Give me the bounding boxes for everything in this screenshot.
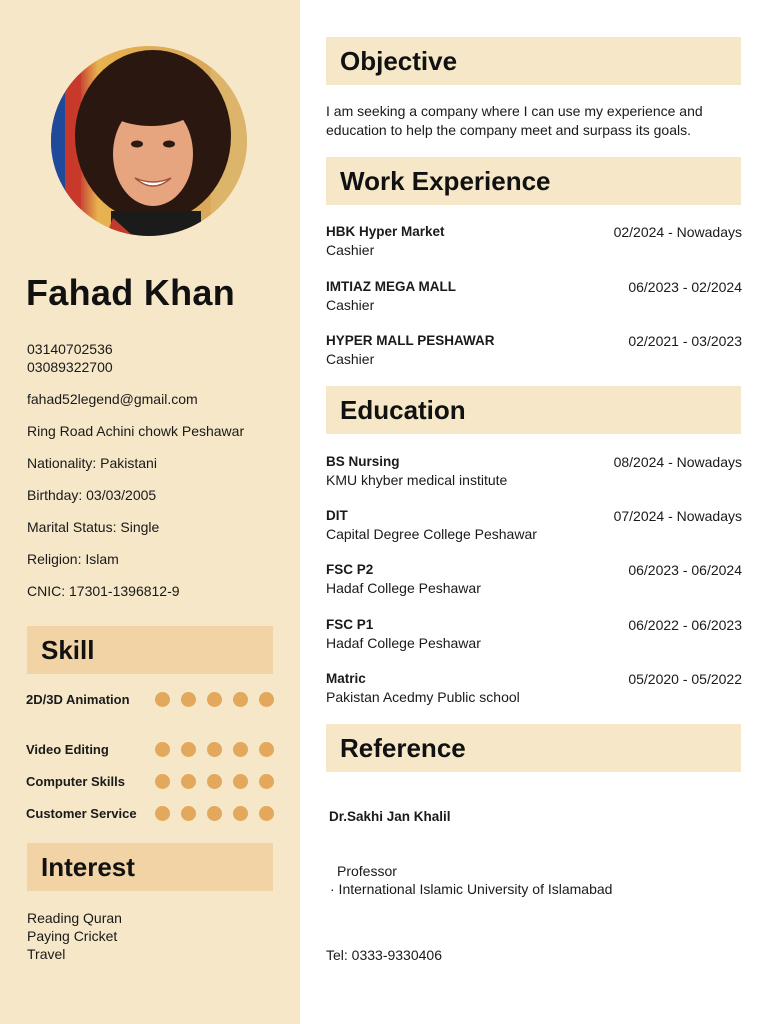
birthday: Birthday: 03/03/2005: [27, 487, 157, 503]
rating-dot: [207, 774, 222, 789]
degree-name: FSC P2: [326, 562, 374, 577]
education-entry: [326, 561, 742, 597]
skill-heading: Skill: [27, 626, 273, 674]
phone-secondary: 03089322700: [27, 359, 113, 375]
objective-text: I am seeking a company where I can use my experience and education to help the company meet and surpass its goals.: [326, 103, 703, 138]
education-date: 08/2024 - Nowadays: [613, 454, 742, 470]
cnic: CNIC: 17301-1396812-9: [27, 583, 180, 599]
skill-rating: [155, 692, 274, 707]
company-name: HBK Hyper Market: [326, 224, 445, 239]
education-date: 07/2024 - Nowadays: [613, 508, 742, 524]
reference-role: Professor: [337, 863, 397, 879]
skill-row: [26, 804, 274, 822]
rating-dot: [207, 742, 222, 757]
skill-rating: [155, 806, 274, 821]
reference-organization: · International Islamic University of Islamabad: [330, 881, 613, 897]
candidate-name: Fahad Khan: [26, 272, 236, 313]
skill-name: Video Editing: [26, 741, 109, 757]
school-name: Hadaf College Peshawar: [326, 580, 481, 596]
rating-dot: [181, 742, 196, 757]
skill-rating: [155, 774, 274, 789]
skill-row: [26, 740, 274, 758]
work-date: 06/2023 - 02/2024: [628, 279, 742, 295]
work-entry: [326, 223, 742, 259]
rating-dot: [207, 692, 222, 707]
rating-dot: [207, 806, 222, 821]
school-name: Hadaf College Peshawar: [326, 635, 481, 651]
skill-name: Customer Service: [26, 805, 137, 821]
reference-name: Dr.Sakhi Jan Khalil: [329, 809, 451, 824]
reference-phone: Tel: 0333-9330406: [326, 947, 442, 963]
skill-row: [26, 772, 274, 790]
rating-dot: [233, 692, 248, 707]
education-date: 06/2022 - 06/2023: [628, 617, 742, 633]
rating-dot: [155, 806, 170, 821]
nationality: Nationality: Pakistani: [27, 455, 157, 471]
education-entry: [326, 616, 742, 652]
objective-heading: Objective: [326, 37, 741, 85]
skill-name: 2D/3D Animation: [26, 691, 130, 707]
marital-status: Marital Status: Single: [27, 519, 160, 535]
rating-dot: [233, 774, 248, 789]
work-heading: Work Experience: [326, 157, 741, 205]
school-name: Capital Degree College Peshawar: [326, 526, 537, 542]
rating-dot: [259, 774, 274, 789]
interest-list: [27, 909, 122, 963]
religion: Religion: Islam: [27, 551, 119, 567]
interest-item: Reading Quran: [27, 910, 122, 926]
degree-name: Matric: [326, 671, 366, 686]
interest-item: Travel: [27, 946, 66, 962]
rating-dot: [259, 692, 274, 707]
email: fahad52legend@gmail.com: [27, 391, 198, 407]
education-date: 06/2023 - 06/2024: [628, 562, 742, 578]
work-date: 02/2021 - 03/2023: [628, 333, 742, 349]
school-name: KMU khyber medical institute: [326, 472, 508, 488]
rating-dot: [259, 742, 274, 757]
skill-rating: [155, 742, 274, 757]
degree-name: BS Nursing: [326, 454, 400, 469]
interest-item: Paying Cricket: [27, 928, 118, 944]
job-role: Cashier: [326, 351, 375, 367]
rating-dot: [233, 742, 248, 757]
interest-heading: Interest: [27, 843, 273, 891]
rating-dot: [259, 806, 274, 821]
degree-name: DIT: [326, 508, 348, 523]
education-entry: [326, 453, 742, 489]
job-role: Cashier: [326, 242, 375, 258]
company-name: HYPER MALL PESHAWAR: [326, 333, 495, 348]
education-entry: [326, 507, 742, 543]
education-heading: Education: [326, 386, 741, 434]
skill-row: [26, 690, 274, 708]
education-entry: [326, 670, 742, 706]
rating-dot: [181, 774, 196, 789]
job-role: Cashier: [326, 297, 375, 313]
rating-dot: [233, 806, 248, 821]
company-name: IMTIAZ MEGA MALL: [326, 279, 456, 294]
rating-dot: [181, 806, 196, 821]
profile-photo: [51, 46, 247, 236]
rating-dot: [155, 774, 170, 789]
degree-name: FSC P1: [326, 617, 374, 632]
work-entry: [326, 332, 742, 368]
phone-primary: 03140702536: [27, 341, 113, 357]
work-date: 02/2024 - Nowadays: [613, 224, 742, 240]
school-name: Pakistan Acedmy Public school: [326, 689, 520, 705]
rating-dot: [155, 692, 170, 707]
skill-name: Computer Skills: [26, 773, 125, 789]
reference-heading: Reference: [326, 724, 741, 772]
rating-dot: [155, 742, 170, 757]
education-date: 05/2020 - 05/2022: [628, 671, 742, 687]
rating-dot: [181, 692, 196, 707]
address: Ring Road Achini chowk Peshawar: [27, 423, 245, 439]
work-entry: [326, 278, 742, 314]
